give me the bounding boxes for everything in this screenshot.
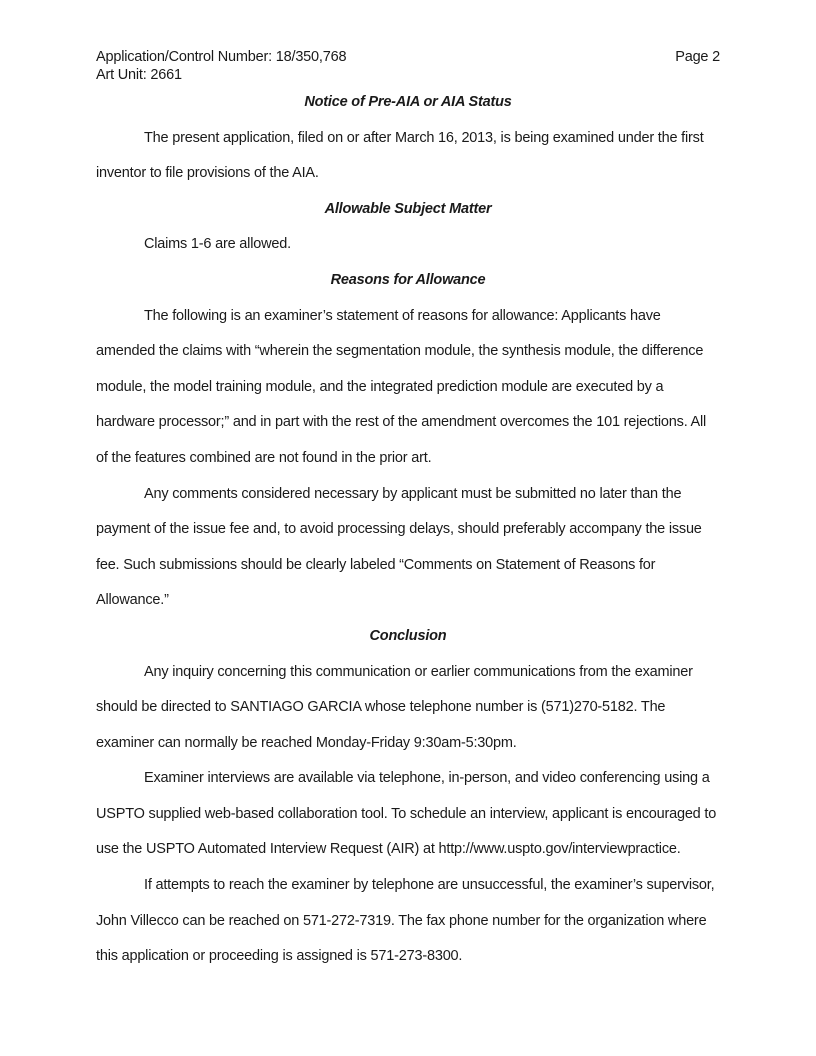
paragraph-supervisor-contact: If attempts to reach the examiner by telephone are unsuccessful, the examiner’s supervisor, John Villecco can be reached on 571-272-7319. The fax phone number for the organization where this application or proceeding is assigned is 571-273-8300.: [96, 877, 715, 965]
section-heading-reasons-for-allowance: Reasons for Allowance: [330, 271, 486, 288]
page-number: Page 2: [675, 49, 720, 65]
paragraph-present-application: The present application, filed on or after March 16, 2013, is being examined under the first inventor to file provisions of the AIA.: [96, 129, 704, 182]
paragraph-inquiry-contact: Any inquiry concerning this communication or earlier communications from the examiner should be directed to SANTIAGO GARCIA whose telephone number is (571)270-5182. The examiner can normally be reached Monday-Friday 9:30am-5:30pm.: [96, 663, 693, 751]
document-header: [96, 48, 720, 84]
section-heading-allowable-subject-matter: Allowable Subject Matter: [324, 200, 492, 217]
section-heading-notice-status: Notice of Pre-AIA or AIA Status: [304, 94, 512, 110]
art-unit: Art Unit: 2661: [96, 67, 182, 83]
document-body: [96, 85, 720, 975]
application-control-number: Application/Control Number: 18/350,768: [96, 49, 347, 65]
header-row: [96, 48, 720, 66]
paragraph-examiner-interviews: Examiner interviews are available via telephone, in-person, and video conferencing using a USPTO supplied web-based collaboration tool. To schedule an interview, applicant is encouraged to use the USPTO Automated Interview Request (AIR) at http://www.uspto.gov/interviewpractice.: [96, 770, 717, 858]
paragraph-claims-allowed: Claims 1-6 are allowed.: [144, 236, 291, 253]
paragraph-comments-submission: Any comments considered necessary by applicant must be submitted no later than the payment of the issue fee and, to avoid processing delays, should preferably accompany the issue fee. Such submissions should be clearly labeled “Comments on Statement of Reasons for Allowance.”: [96, 485, 702, 609]
paragraph-examiner-statement: The following is an examiner’s statement of reasons for allowance: Applicants have amended the claims with “wherein the segmentation module, the synthesis module, the difference module, the model training module, and the integrated prediction module are executed by a hardware processor;” and in part with the rest of the amendment overcomes the 101 rejections. All of the features combined are not found in the prior art.: [96, 307, 707, 466]
section-heading-conclusion: Conclusion: [369, 627, 447, 644]
